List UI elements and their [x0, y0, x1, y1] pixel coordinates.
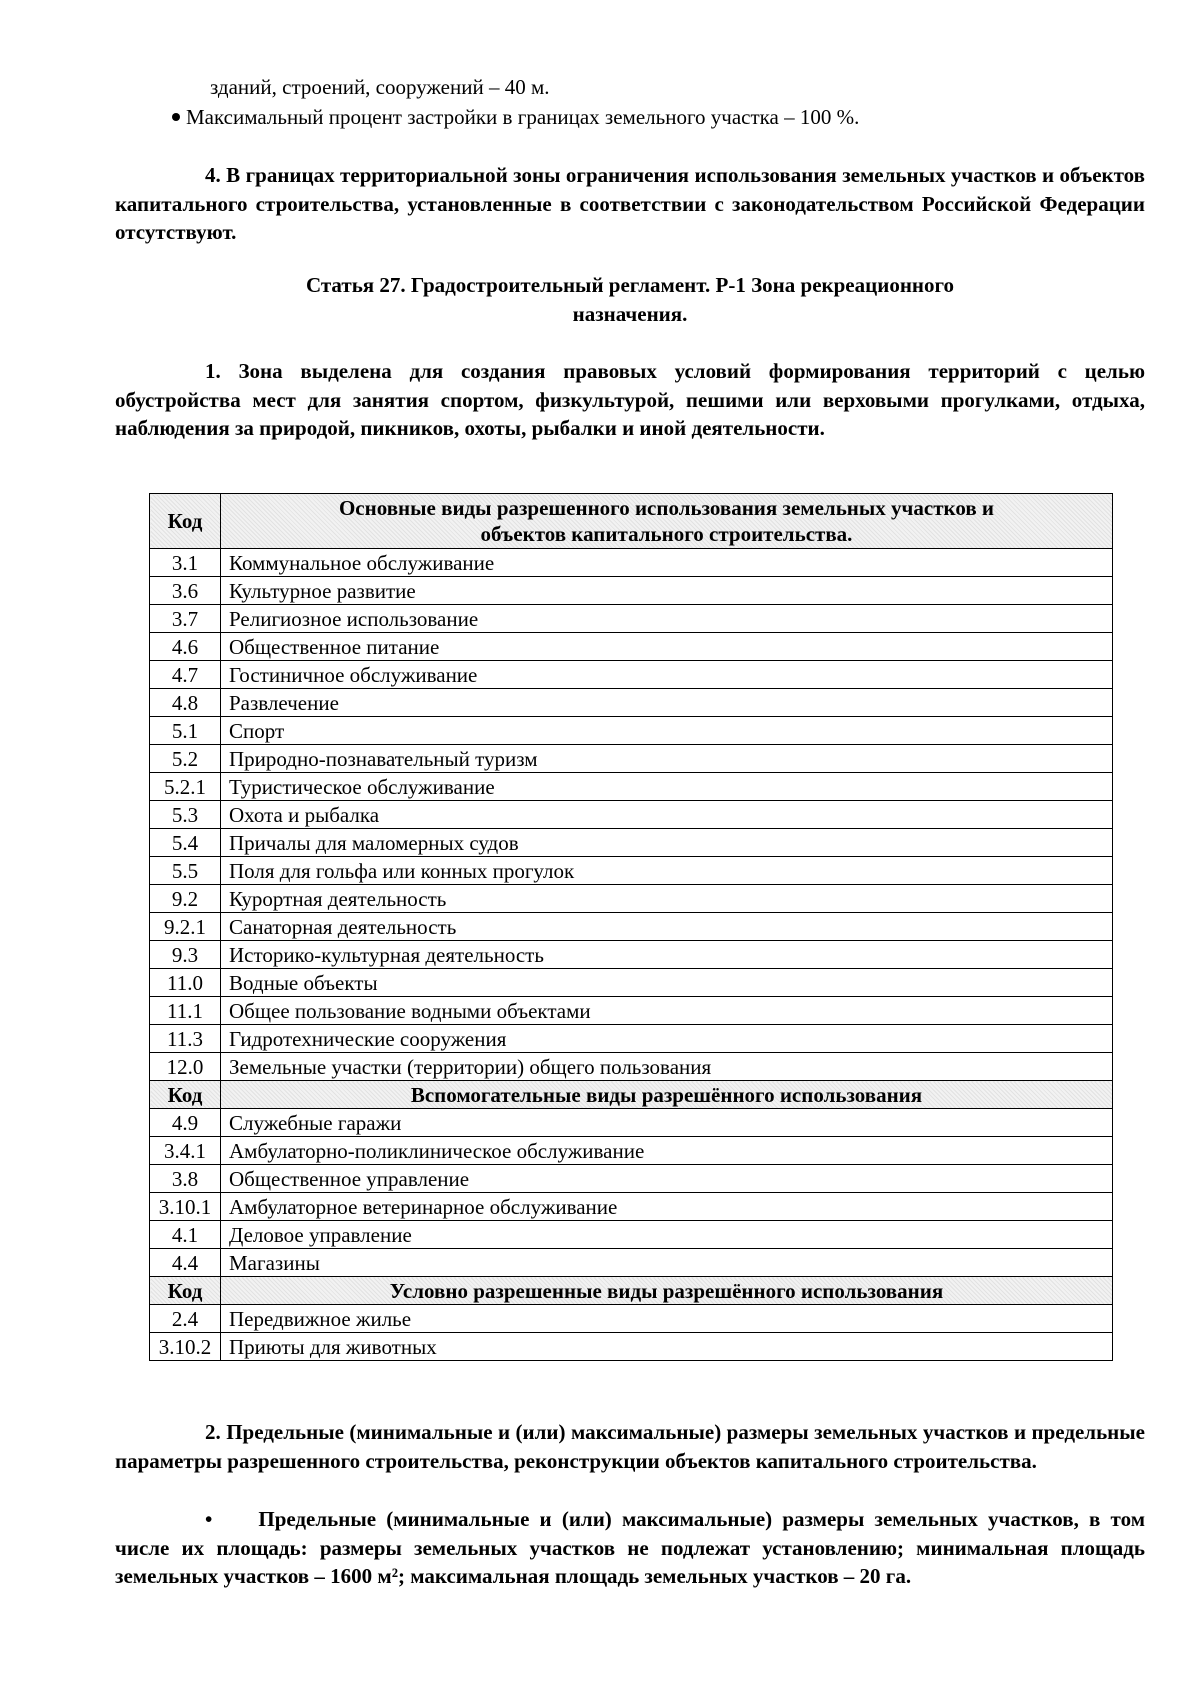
table-row [150, 773, 1113, 801]
use-code: 4.7 [150, 661, 221, 689]
section-title-main [221, 494, 1113, 549]
use-name: Гидротехнические сооружения [221, 1025, 1113, 1053]
permitted-use-table [149, 493, 1113, 1361]
table-row [150, 577, 1113, 605]
bullet-mark: • [205, 1507, 213, 1531]
table-row [150, 1109, 1113, 1137]
table-row [150, 1333, 1113, 1361]
use-code: 2.4 [150, 1305, 221, 1333]
table-row [150, 1221, 1113, 1249]
use-name: Служебные гаражи [221, 1109, 1113, 1137]
table-row [150, 745, 1113, 773]
use-name: Коммунальное обслуживание [221, 549, 1113, 577]
use-name: Общественное питание [221, 633, 1113, 661]
use-name: Охота и рыбалка [221, 801, 1113, 829]
use-code: 9.3 [150, 941, 221, 969]
bullet-paragraph-text: Предельные (минимальные и (или) максимальные) размеры земельных участков, в том числе их площадь: размеры земельных участков не подлежат установлению; минимальная площадь земельных участков – 1600 м²; максимальная площадь земельных участков – 20 га. [115, 1507, 1145, 1588]
intro-line-max-coverage [172, 103, 859, 131]
use-code: 5.2 [150, 745, 221, 773]
use-code: 4.8 [150, 689, 221, 717]
use-name: Амбулаторно-поликлиническое обслуживание [221, 1137, 1113, 1165]
article-title-line1: Статья 27. Градостроительный регламент. Р-1 Зона рекреационного [305, 273, 955, 297]
table-row [150, 661, 1113, 689]
use-name: Общественное управление [221, 1165, 1113, 1193]
table-row [150, 857, 1113, 885]
use-name: Спорт [221, 717, 1113, 745]
table-row [150, 689, 1113, 717]
table-row [150, 549, 1113, 577]
use-name: Общее пользование водными объектами [221, 997, 1113, 1025]
use-name: Природно-познавательный туризм [221, 745, 1113, 773]
use-name: Туристическое обслуживание [221, 773, 1113, 801]
table-row [150, 1165, 1113, 1193]
table-row [150, 1137, 1113, 1165]
paragraph-4: 4. В границах территориальной зоны ограничения использования земельных участков и объектов капитального строительства, установленные в соответствии с законодательством Российской Федерации отсутствуют. [115, 163, 1145, 244]
section-title-conditional: Условно разрешенные виды разрешённого использования [221, 1277, 1113, 1305]
use-code: 9.2 [150, 885, 221, 913]
intro-line-height-limit: зданий, строений, сооружений – 40 м. [210, 75, 550, 99]
use-code: 11.0 [150, 969, 221, 997]
use-code: 5.4 [150, 829, 221, 857]
use-code: 5.1 [150, 717, 221, 745]
use-name: Курортная деятельность [221, 885, 1113, 913]
article-title-line2: назначения. [572, 302, 688, 326]
use-code: 3.10.1 [150, 1193, 221, 1221]
use-code: 4.6 [150, 633, 221, 661]
section-header-auxiliary [150, 1081, 1113, 1109]
table-row [150, 633, 1113, 661]
use-name: Земельные участки (территории) общего пользования [221, 1053, 1113, 1081]
use-code: 3.1 [150, 549, 221, 577]
section-header-main [150, 494, 1113, 549]
bullet-paragraph [115, 1505, 1145, 1591]
use-code: 11.1 [150, 997, 221, 1025]
use-name: Историко-культурная деятельность [221, 941, 1113, 969]
bullet-dot-icon [172, 113, 180, 121]
use-name: Приюты для животных [221, 1333, 1113, 1361]
section-title-auxiliary: Вспомогательные виды разрешённого использования [221, 1081, 1113, 1109]
permitted-use-table-body [150, 494, 1113, 1361]
article-title [115, 271, 1145, 329]
code-column-header: Код [150, 494, 221, 549]
use-name: Деловое управление [221, 1221, 1113, 1249]
use-code: 3.6 [150, 577, 221, 605]
use-name: Религиозное использование [221, 605, 1113, 633]
use-code: 4.1 [150, 1221, 221, 1249]
use-name: Поля для гольфа или конных прогулок [221, 857, 1113, 885]
table-row [150, 717, 1113, 745]
section-title-line1: Основные виды разрешенного использования земельных участков и [338, 496, 995, 520]
table-row [150, 1249, 1113, 1277]
table-row [150, 1305, 1113, 1333]
use-code: 9.2.1 [150, 913, 221, 941]
table-row [150, 1053, 1113, 1081]
table-row [150, 885, 1113, 913]
use-name: Развлечение [221, 689, 1113, 717]
use-code: 5.5 [150, 857, 221, 885]
code-column-header: Код [150, 1081, 221, 1109]
use-code: 3.10.2 [150, 1333, 221, 1361]
section-title-line2: объектов капитального строительства. [480, 522, 853, 546]
use-name: Культурное развитие [221, 577, 1113, 605]
table-row [150, 913, 1113, 941]
table-row [150, 941, 1113, 969]
use-code: 12.0 [150, 1053, 221, 1081]
use-code: 11.3 [150, 1025, 221, 1053]
intro-line-max-coverage-text: Максимальный процент застройки в границах земельного участка – 100 %. [186, 105, 860, 129]
use-code: 5.2.1 [150, 773, 221, 801]
table-row [150, 1193, 1113, 1221]
table-row [150, 997, 1113, 1025]
code-column-header: Код [150, 1277, 221, 1305]
table-row [150, 605, 1113, 633]
table-row [150, 829, 1113, 857]
use-code: 3.7 [150, 605, 221, 633]
use-name: Санаторная деятельность [221, 913, 1113, 941]
use-name: Гостиничное обслуживание [221, 661, 1113, 689]
paragraph-1: 1. Зона выделена для создания правовых условий формирования территорий с целью обустройства мест для занятия спортом, физкультурой, пешими или верховыми прогулками, отдыха, наблюдения за природой, пикников, охоты, рыбалки и иной деятельности. [115, 359, 1145, 440]
use-name: Амбулаторное ветеринарное обслуживание [221, 1193, 1113, 1221]
use-name: Водные объекты [221, 969, 1113, 997]
section-header-conditional [150, 1277, 1113, 1305]
use-code: 5.3 [150, 801, 221, 829]
use-name: Магазины [221, 1249, 1113, 1277]
use-name: Передвижное жилье [221, 1305, 1113, 1333]
use-name: Причалы для маломерных судов [221, 829, 1113, 857]
use-code: 4.4 [150, 1249, 221, 1277]
table-row [150, 969, 1113, 997]
use-code: 3.4.1 [150, 1137, 221, 1165]
table-row [150, 801, 1113, 829]
table-row [150, 1025, 1113, 1053]
paragraph-2: 2. Предельные (минимальные и (или) максимальные) размеры земельных участков и предельные параметры разрешенного строительства, реконструкции объектов капитального строительства. [115, 1420, 1145, 1473]
use-code: 4.9 [150, 1109, 221, 1137]
use-code: 3.8 [150, 1165, 221, 1193]
